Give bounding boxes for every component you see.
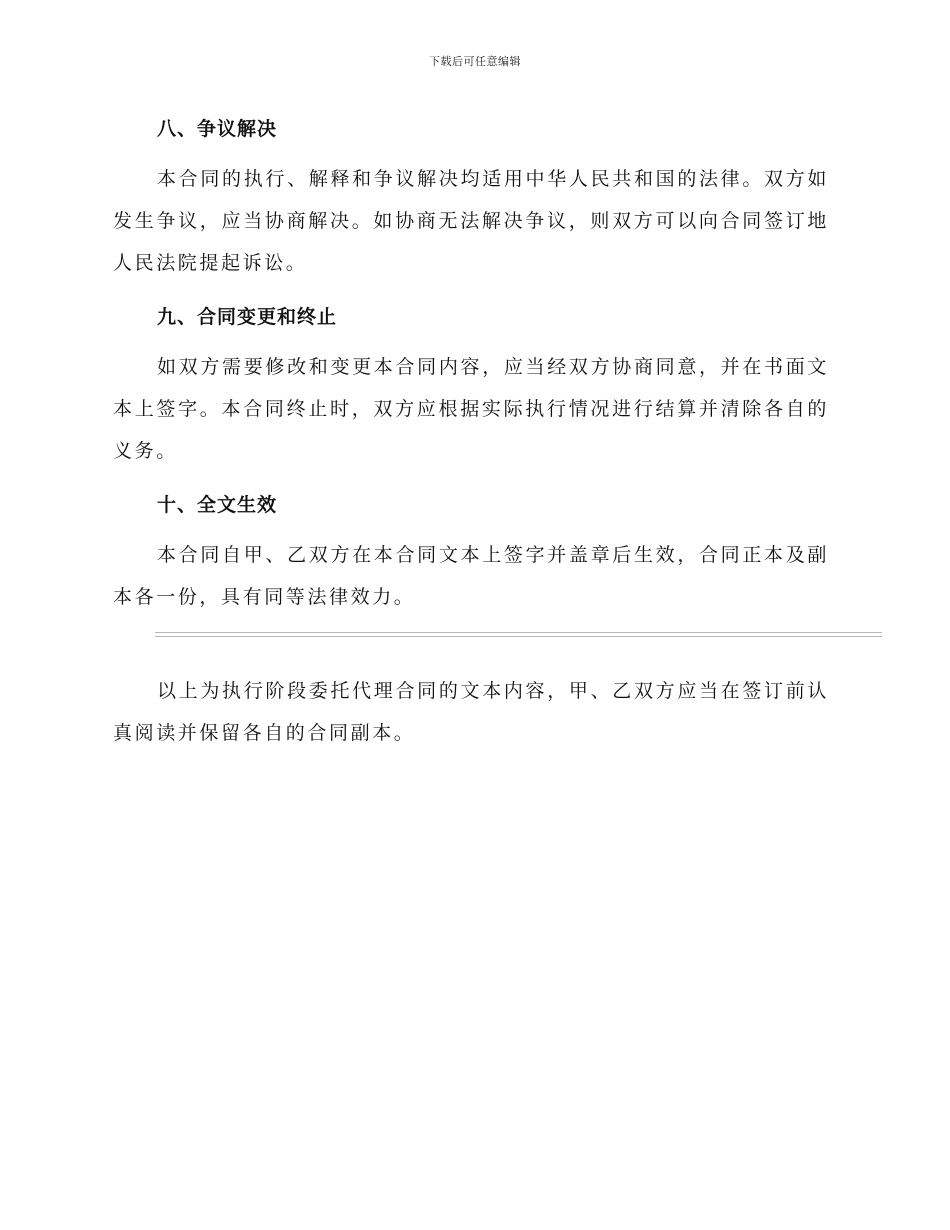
section-body-effectiveness: 本合同自甲、乙双方在本合同文本上签字并盖章后生效，合同正本及副本各一份，具有同等法律效力。 [113, 544, 829, 608]
section-heading-contract-change: 九、合同变更和终止 [157, 306, 338, 328]
section-heading-effectiveness: 十、全文生效 [157, 494, 278, 516]
section-heading-dispute-resolution: 八、争议解决 [157, 118, 278, 140]
closing-paragraph: 以上为执行阶段委托代理合同的文本内容，甲、乙双方应当在签订前认真阅读并保留各自的合同副本。 [113, 680, 829, 744]
section-body-dispute-resolution: 本合同的执行、解释和争议解决均适用中华人民共和国的法律。双方如发生争议，应当协商解决。如协商无法解决争议，则双方可以向合同签订地人民法院提起诉讼。 [113, 168, 829, 274]
section-body-contract-change: 如双方需要修改和变更本合同内容，应当经双方协商同意，并在书面文本上签字。本合同终止时，双方应根据实际执行情况进行结算并清除各自的义务。 [113, 356, 829, 462]
page-header: 下载后可任意编辑 [429, 55, 521, 68]
section-divider [155, 632, 882, 637]
